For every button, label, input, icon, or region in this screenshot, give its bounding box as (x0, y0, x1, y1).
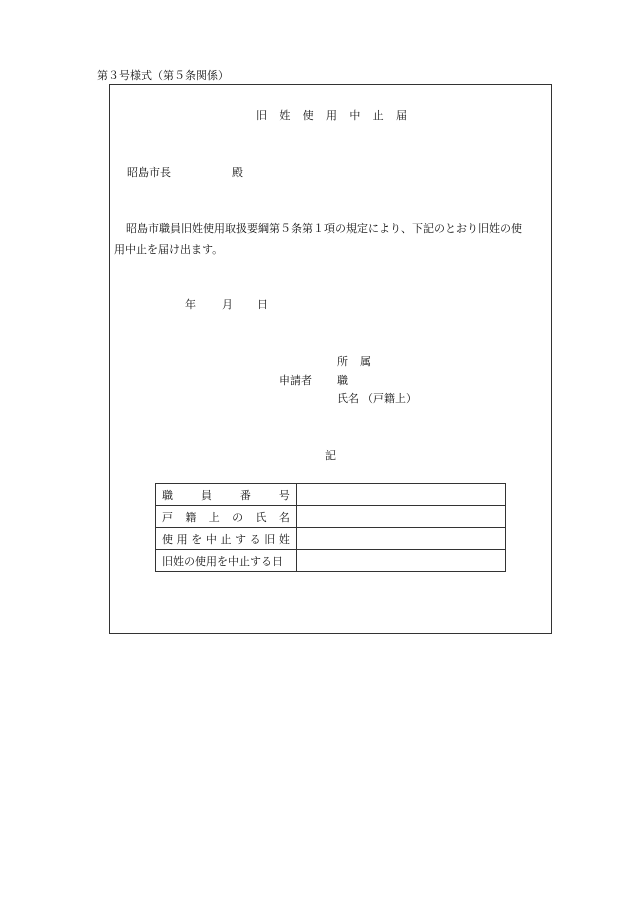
label-char: 中 (205, 532, 217, 546)
form-title (256, 107, 407, 123)
label-char: の (232, 510, 244, 524)
title-char: 姓 (279, 109, 291, 122)
affiliation-char: 所 (337, 355, 348, 368)
name-char: 氏 (337, 392, 348, 405)
label-char: 用 (176, 532, 188, 546)
label-char: 戸 (162, 510, 173, 524)
job-title-label: 職 (337, 374, 348, 387)
label-char: 名 (278, 510, 290, 524)
date-day-label: 日 (257, 298, 268, 311)
table-row (156, 550, 506, 572)
row-label-staff-number (156, 484, 297, 506)
affiliation-label (337, 353, 371, 369)
honorific: 殿 (232, 166, 243, 179)
discontinuation-date-field[interactable] (296, 550, 505, 572)
label-char: 上 (208, 510, 220, 524)
label-char: 姓 (278, 532, 290, 546)
discontinued-maiden-name-field[interactable] (296, 528, 505, 550)
info-table (155, 483, 506, 572)
addressee: 昭島市長 (127, 166, 171, 179)
table-row (156, 528, 506, 550)
date-year-label: 年 (185, 298, 196, 311)
legal-name-field[interactable] (296, 506, 505, 528)
form-number-caption: 第３号様式（第５条関係） (97, 69, 229, 82)
name-char: 名 (348, 392, 359, 405)
title-char: 止 (372, 109, 384, 122)
body-line-1: 昭島市職員旧姓使用取扱要綱第５条第１項の規定により、下記のとおり旧姓の使 (126, 222, 522, 235)
label-char: る (249, 532, 261, 546)
label-char: 使 (162, 532, 173, 546)
title-char: 旧 (256, 109, 267, 122)
label-char: を (191, 532, 203, 546)
label-char: す (235, 532, 247, 546)
row-label-legal-name (156, 506, 297, 528)
label-char: 番 (239, 488, 251, 502)
row-label-discontinued-maiden-name (156, 528, 297, 550)
label-char: 号 (278, 488, 290, 502)
table-row (156, 484, 506, 506)
label-char: 止 (220, 532, 232, 546)
label-char: 籍 (185, 510, 197, 524)
label-char: 旧 (264, 532, 276, 546)
label-char: 員 (200, 488, 212, 502)
title-char: 中 (349, 109, 361, 122)
label-char: 職 (162, 488, 173, 502)
body-line-2: 用中止を届け出ます。 (114, 243, 224, 256)
date-month-label: 月 (222, 298, 233, 311)
name-key (337, 390, 359, 406)
staff-number-field[interactable] (296, 484, 505, 506)
label-char: 氏 (255, 510, 267, 524)
applicant-label: 申請者 (279, 374, 312, 387)
title-char: 用 (325, 109, 337, 122)
row-label-discontinuation-date (156, 550, 297, 572)
title-char: 使 (302, 109, 314, 122)
affiliation-char: 属 (360, 355, 371, 368)
ki-heading: 記 (325, 449, 336, 462)
name-note: （戸籍上） (362, 392, 417, 405)
name-label (337, 390, 417, 406)
body-text (114, 218, 550, 260)
table-row (156, 506, 506, 528)
title-char: 届 (395, 109, 407, 122)
label-text: 旧姓の使用を中止する日 (162, 554, 283, 568)
